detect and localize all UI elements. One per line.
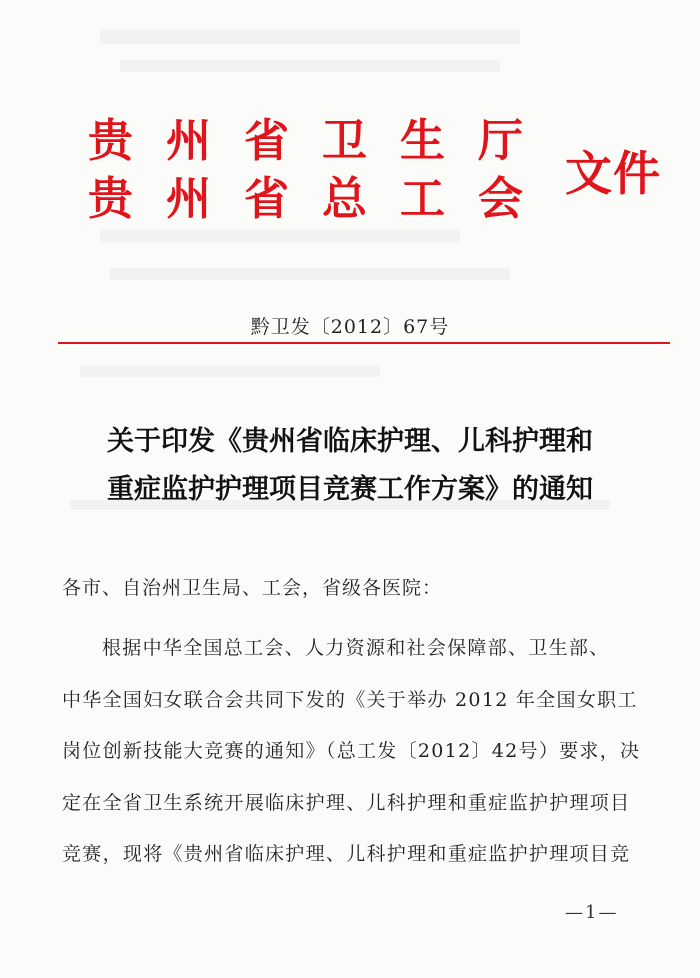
bleed-through-mark [110, 268, 510, 280]
document-number: 黔卫发〔2012〕67号 [250, 316, 450, 338]
red-divider-line [58, 342, 670, 344]
title-line: 重症监护护理项目竞赛工作方案》的通知 [107, 474, 593, 505]
body-line: 根据中华全国总工会、人力资源和社会保障部、卫生部、 [102, 637, 610, 659]
bleed-through-mark [100, 30, 520, 44]
page-number: —1— [565, 902, 619, 923]
body-line: 中华全国妇女联合会共同下发的《关于举办 2012 年全国女职工 [62, 688, 638, 711]
issuer-name-1: 贵州省卫生厅 [88, 114, 557, 167]
bleed-through-mark [120, 60, 500, 72]
document-title [40, 418, 660, 514]
body-paragraph [62, 623, 647, 881]
salutation: 各市、自治州卫生局、工会，省级各医院： [62, 577, 443, 599]
title-line: 关于印发《贵州省临床护理、儿科护理和 [107, 426, 593, 457]
document-type: 文件 [565, 147, 661, 202]
bleed-through-mark [100, 230, 460, 242]
body-line: 定在全省卫生系统开展临床护理、儿科护理和重症监护护理项目 [62, 791, 631, 814]
body-line: 岗位创新技能大竞赛的通知》（总工发〔2012〕42号）要求，决 [62, 740, 641, 762]
issuer-name-2: 贵州省总工会 [88, 172, 557, 225]
bleed-through-mark [80, 365, 380, 377]
body-line: 竞赛，现将《贵州省临床护理、儿科护理和重症监护护理项目竞 [62, 843, 631, 865]
masthead [88, 112, 556, 228]
